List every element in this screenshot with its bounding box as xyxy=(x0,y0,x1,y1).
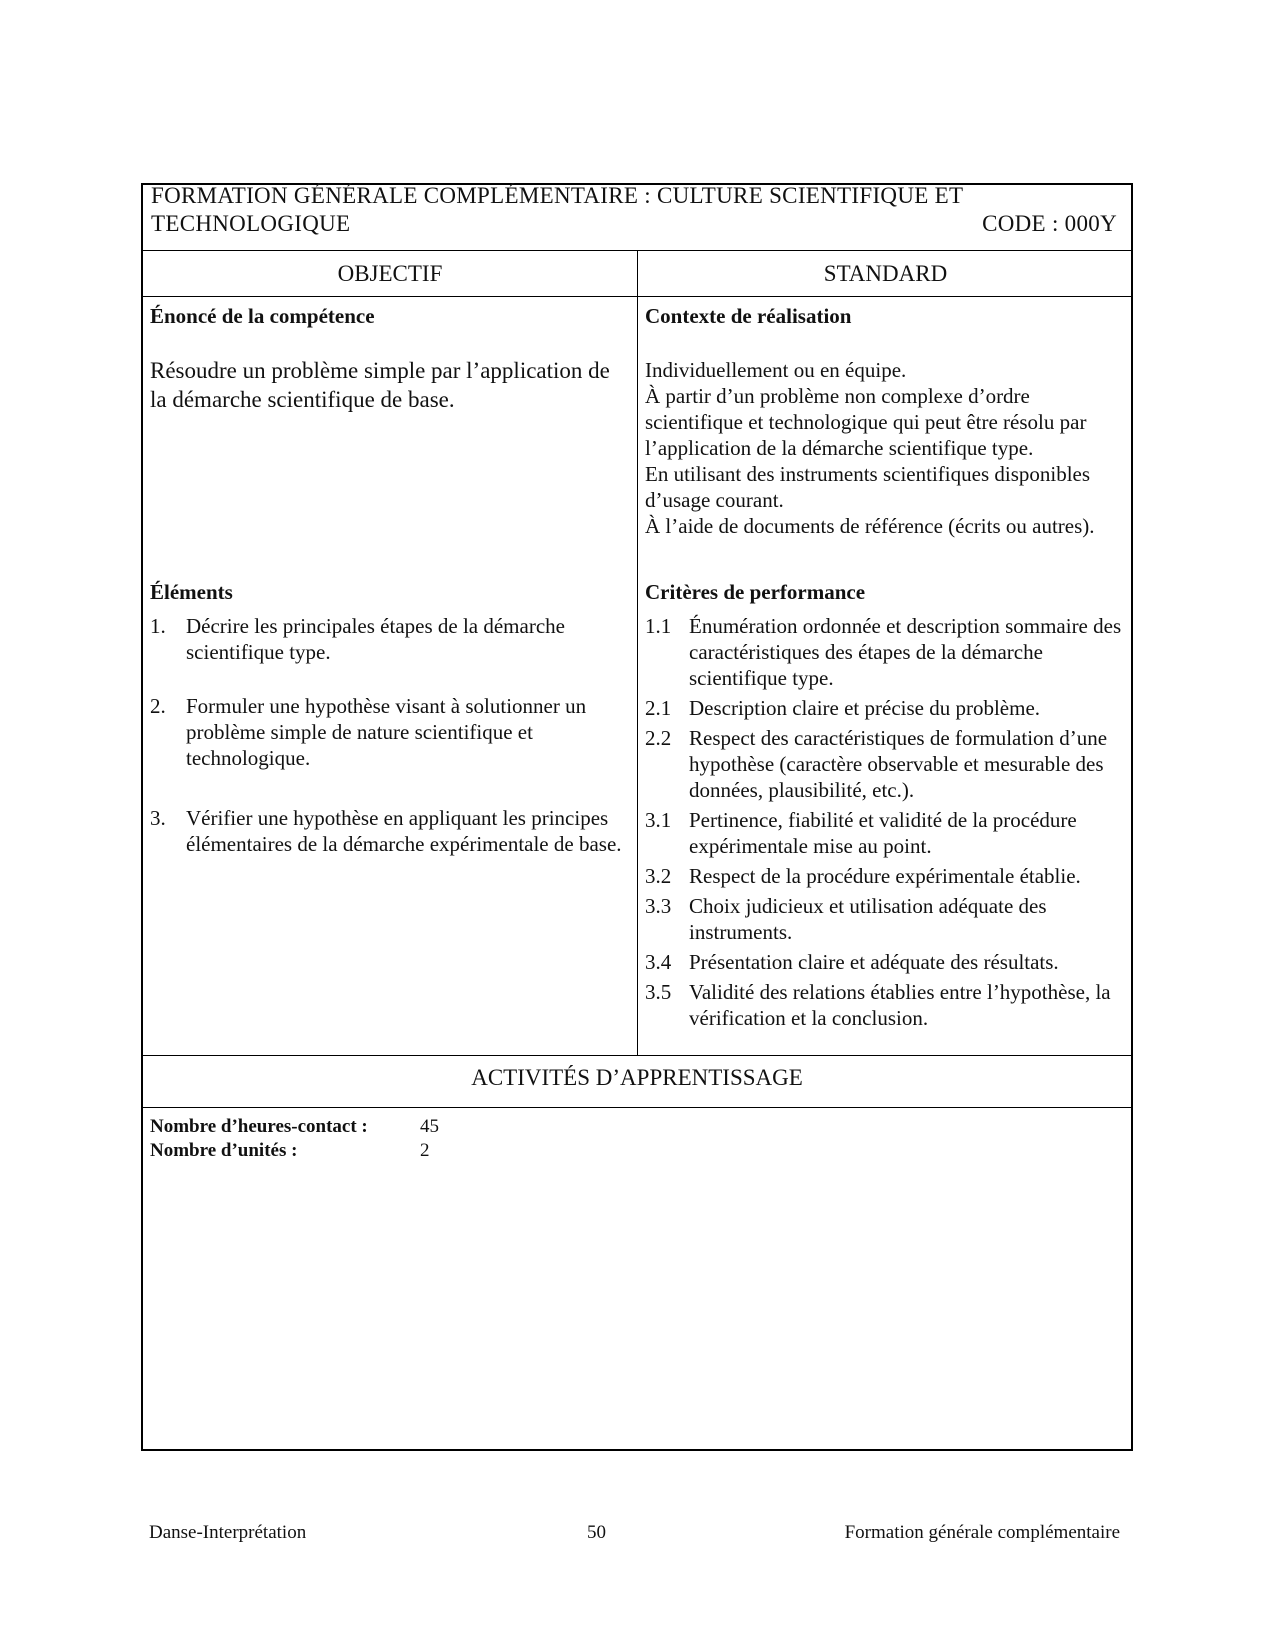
item-text: Vérifier une hypothèse en appliquant les principes élémentaires de la démarche expérimentale de base. xyxy=(186,806,622,856)
list-item xyxy=(645,725,1129,803)
objectif-column xyxy=(150,303,625,856)
title-text: FORMATION GÉNÉRALE COMPLÉMENTAIRE : CULTURE SCIENTIFIQUE ET TECHNOLOGIQUE xyxy=(151,183,963,236)
footer-left: Danse-Interprétation xyxy=(149,1522,307,1543)
unites-label: Nombre d’unités : xyxy=(150,1140,298,1161)
list-item xyxy=(150,613,625,665)
list-item xyxy=(150,693,625,771)
item-text: Énumération ordonnée et description sommaire des caractéristiques des étapes de la démarche scientifique type. xyxy=(689,614,1122,690)
item-text: Respect des caractéristiques de formulation d’une hypothèse (caractère observable et mesurable des données, plausibilité, etc.). xyxy=(689,726,1108,802)
course-code: CODE : 000Y xyxy=(982,211,1117,236)
course-title xyxy=(151,182,1123,238)
item-number: 3. xyxy=(150,806,166,830)
course-table xyxy=(141,183,1133,1451)
list-item xyxy=(150,805,625,857)
item-text: Choix judicieux et utilisation adéquate des instruments. xyxy=(689,894,1047,944)
list-item xyxy=(645,949,1129,975)
elements-label: Éléments xyxy=(150,580,233,604)
contexte-item: À l’aide de documents de référence (écrits ou autres). xyxy=(645,514,1095,538)
item-number: 3.2 xyxy=(645,864,672,888)
item-number: 2. xyxy=(150,694,166,718)
contexte-item: À partir d’un problème non complexe d’ordre scientifique et technologique qui peut être résolu par l’application de la démarche scientifique type. xyxy=(645,384,1087,460)
item-number: 1. xyxy=(150,614,166,638)
list-item xyxy=(645,807,1129,859)
enonce-text: Résoudre un problème simple par l’application de la démarche scientifique de base. xyxy=(150,358,610,412)
divider xyxy=(143,1055,1131,1056)
item-text: Validité des relations établies entre l’hypothèse, la vérification et la conclusion. xyxy=(689,980,1111,1030)
divider xyxy=(143,1107,1131,1108)
activites-heading: ACTIVITÉS D’APPRENTISSAGE xyxy=(471,1065,803,1090)
item-number: 3.5 xyxy=(645,980,672,1004)
item-number: 3.1 xyxy=(645,808,672,832)
list-item xyxy=(645,863,1129,889)
list-item xyxy=(645,893,1129,945)
item-number: 3.4 xyxy=(645,950,672,974)
list-item xyxy=(645,979,1129,1031)
item-text: Formuler une hypothèse visant à solutionner un problème simple de nature scientifique et technologique. xyxy=(186,694,587,770)
heures-value: 45 xyxy=(420,1116,439,1137)
criteres-list xyxy=(645,613,1129,1035)
item-number: 3.3 xyxy=(645,894,672,918)
list-item xyxy=(645,613,1129,691)
item-text: Présentation claire et adéquate des résultats. xyxy=(689,950,1059,974)
item-number: 2.1 xyxy=(645,696,672,720)
standard-column xyxy=(645,303,1129,1030)
standard-heading: STANDARD xyxy=(823,261,948,286)
contexte-label: Contexte de réalisation xyxy=(645,304,852,328)
list-item xyxy=(645,695,1129,721)
footer-right: Formation générale complémentaire xyxy=(844,1522,1120,1543)
item-text: Pertinence, fiabilité et validité de la procédure expérimentale mise au point. xyxy=(689,808,1077,858)
contexte-item: Individuellement ou en équipe. xyxy=(645,358,907,382)
objectif-heading: OBJECTIF xyxy=(337,261,443,286)
criteres-label: Critères de performance xyxy=(645,580,866,604)
hours-info xyxy=(150,1115,439,1163)
unites-value: 2 xyxy=(420,1140,430,1161)
item-text: Respect de la procédure expérimentale établie. xyxy=(689,864,1081,888)
item-text: Description claire et précise du problème. xyxy=(689,696,1041,720)
item-number: 1.1 xyxy=(645,614,672,638)
column-divider xyxy=(637,251,638,1055)
enonce-label: Énoncé de la compétence xyxy=(150,304,375,328)
contexte-list xyxy=(645,357,1129,539)
elements-list xyxy=(150,613,625,865)
item-text: Décrire les principales étapes de la démarche scientifique type. xyxy=(186,614,565,664)
heures-label: Nombre d’heures-contact : xyxy=(150,1116,368,1137)
page-number: 50 xyxy=(587,1522,606,1543)
item-number: 2.2 xyxy=(645,726,672,750)
contexte-item: En utilisant des instruments scientifiques disponibles d’usage courant. xyxy=(645,462,1091,512)
